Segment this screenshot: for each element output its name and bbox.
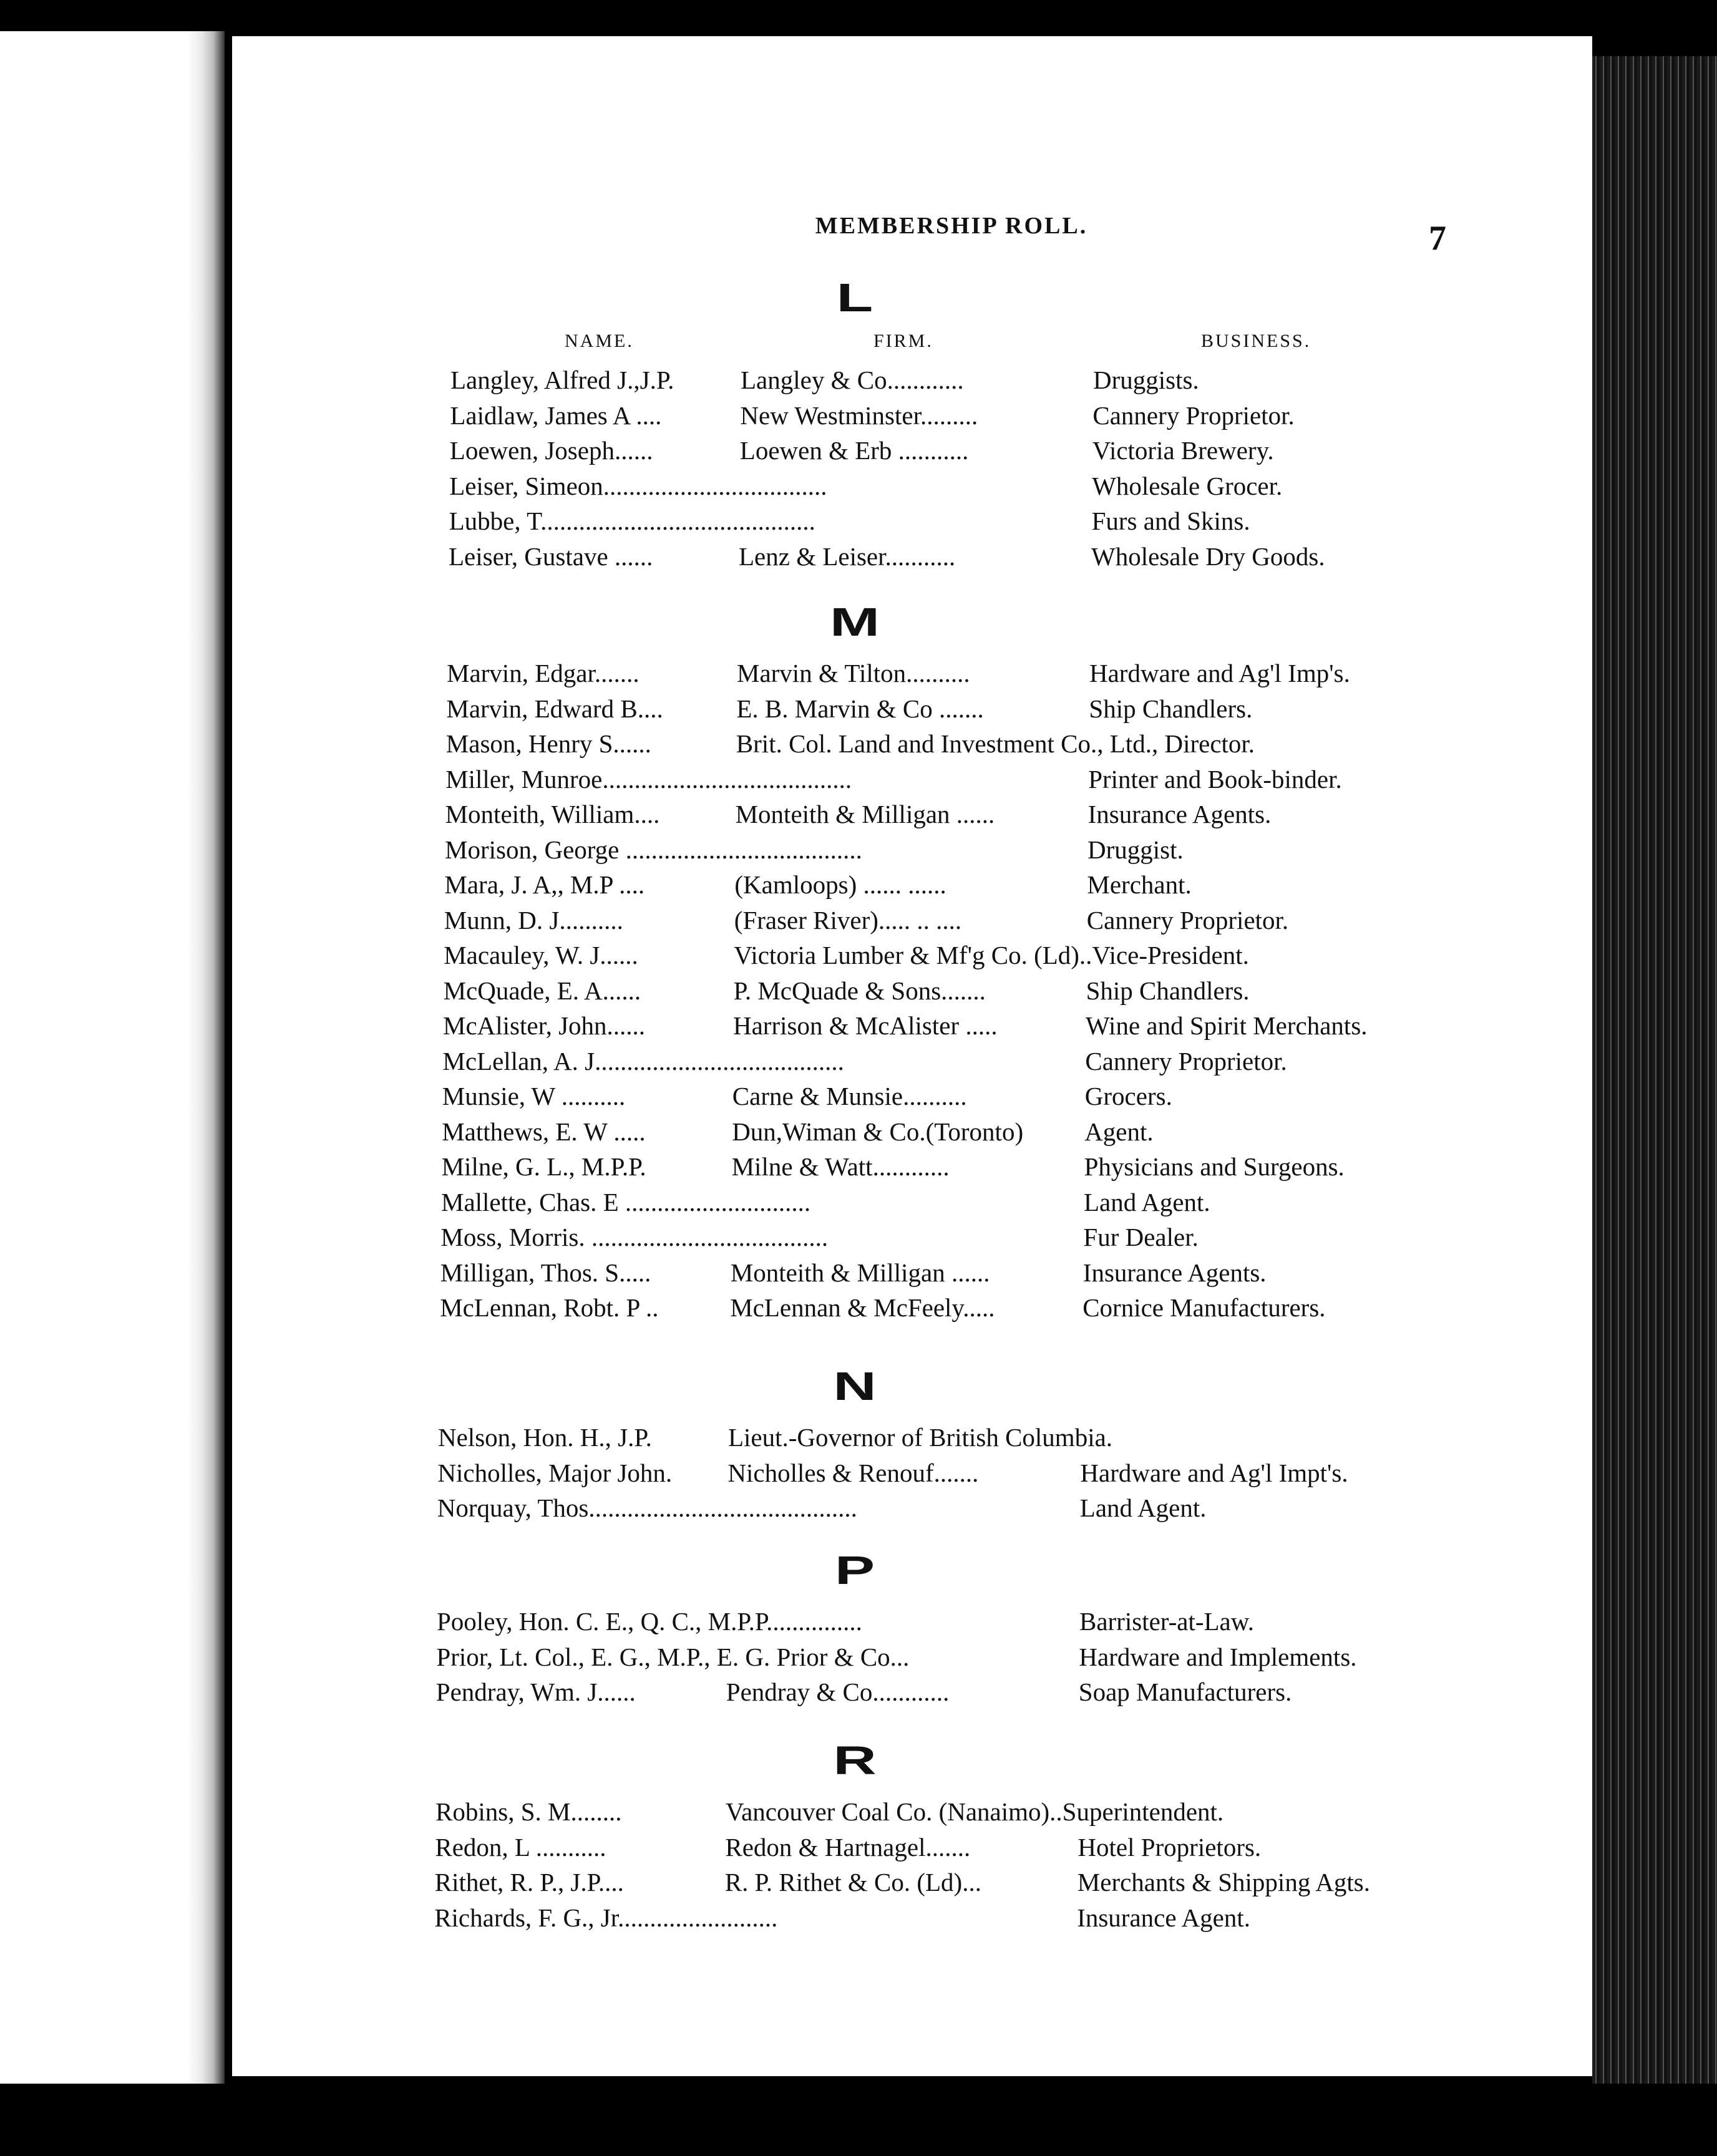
member-name: Moss, Morris. ..................................... — [440, 1223, 829, 1251]
member-business: Wholesale Dry Goods. — [1091, 541, 1325, 571]
column-header-name: NAME. — [565, 331, 634, 351]
member-name: Nicholles, Major John. — [437, 1458, 673, 1487]
member-firm: Redon & Hartnagel....... — [725, 1832, 971, 1862]
section-letter: R — [833, 1738, 877, 1783]
member-business: Agent. — [1084, 1117, 1154, 1146]
member-business: Hardware and Ag'l Impt's. — [1080, 1458, 1348, 1487]
member-firm: Lieut.-Governor of British Columbia. — [728, 1423, 1113, 1452]
member-name: Pooley, Hon. C. E., Q. C., M.P.P............... — [437, 1607, 862, 1636]
member-name: Munn, D. J.......... — [444, 905, 623, 935]
table-row — [0, 1081, 1717, 1114]
member-firm: Brit. Col. Land and Investment Co., Ltd., Director. — [736, 729, 1255, 758]
member-name: Loewen, Joseph...... — [449, 436, 653, 465]
member-name: Morison, George ..................................... — [445, 835, 862, 864]
member-firm: Loewen & Erb ........... — [739, 436, 969, 465]
table-row — [0, 1187, 1717, 1220]
member-business: Merchants & Shipping Agts. — [1077, 1868, 1371, 1896]
table-row — [0, 1493, 1717, 1525]
table-row — [0, 541, 1717, 574]
table-row — [0, 1797, 1717, 1829]
member-name: Matthews, E. W ..... — [442, 1117, 646, 1146]
member-business: Wholesale Grocer. — [1092, 471, 1283, 500]
member-firm: Carne & Munsie.......... — [732, 1082, 967, 1110]
table-row — [0, 976, 1717, 1008]
table-row — [0, 1046, 1717, 1079]
member-business: Cannery Proprietor. — [1085, 1046, 1287, 1076]
member-name: McQuade, E. A...... — [443, 976, 641, 1005]
table-row — [0, 799, 1717, 832]
member-business: Cannery Proprietor. — [1092, 401, 1295, 430]
table-row — [0, 694, 1717, 726]
running-head: MEMBERSHIP ROLL. — [815, 213, 1088, 239]
member-name: Marvin, Edgar....... — [447, 659, 640, 687]
column-header-business: BUSINESS. — [1201, 331, 1311, 351]
table-row — [0, 1867, 1717, 1900]
member-firm: Marvin & Tilton.......... — [737, 659, 970, 687]
member-firm: Dun,Wiman & Co.(Toronto) — [732, 1117, 1024, 1146]
table-row — [0, 1222, 1717, 1255]
member-firm: (Fraser River)..... .. .... — [734, 905, 962, 935]
member-name: Milne, G. L., M.P.P. — [441, 1152, 646, 1181]
member-name: Munsie, W .......... — [442, 1082, 626, 1110]
member-business: Insurance Agents. — [1082, 1258, 1267, 1287]
table-row — [0, 1677, 1717, 1709]
member-firm: Milne & Watt............ — [731, 1152, 950, 1181]
member-firm: Victoria Lumber & Mf'g Co. (Ld)..Vice-President. — [734, 941, 1249, 969]
member-business: Soap Manufacturers. — [1078, 1678, 1292, 1706]
table-row — [0, 835, 1717, 867]
member-business: Victoria Brewery. — [1092, 436, 1274, 465]
member-firm: Nicholles & Renouf....... — [727, 1458, 979, 1487]
member-business: Druggist. — [1087, 835, 1184, 864]
member-name: Prior, Lt. Col., E. G., M.P., E. G. Prior & Co... — [436, 1642, 910, 1671]
member-firm: P. McQuade & Sons....... — [733, 976, 986, 1005]
member-business: Fur Dealer. — [1083, 1223, 1199, 1251]
member-name: Leiser, Gustave ...... — [449, 541, 653, 571]
table-row — [0, 1152, 1717, 1184]
member-name: Lubbe, T........................................... — [449, 507, 815, 535]
member-name: Miller, Munroe....................................... — [445, 764, 852, 794]
member-name: Marvin, Edward B.... — [446, 694, 663, 723]
section-letter: M — [830, 600, 880, 644]
member-business: Ship Chandlers. — [1089, 694, 1253, 723]
member-name: Langley, Alfred J.,J.P. — [450, 366, 674, 394]
member-business: Wine and Spirit Merchants. — [1086, 1011, 1368, 1040]
member-business: Printer and Book-binder. — [1088, 764, 1342, 794]
table-row — [0, 1832, 1717, 1865]
member-business: Cannery Proprietor. — [1086, 905, 1289, 935]
member-name: Mallette, Chas. E ............................. — [441, 1187, 811, 1216]
table-row — [0, 905, 1717, 938]
table-row — [0, 1606, 1717, 1639]
section-letter: N — [833, 1364, 877, 1409]
member-business: Grocers. — [1084, 1082, 1172, 1110]
table-row — [0, 1011, 1717, 1043]
member-business: Merchant. — [1087, 870, 1192, 899]
table-row — [0, 365, 1717, 397]
section-letter: L — [836, 275, 873, 320]
member-business: Insurance Agents. — [1087, 800, 1272, 828]
member-firm: E. B. Marvin & Co ....... — [736, 694, 984, 723]
table-row — [0, 401, 1717, 433]
table-row — [0, 471, 1717, 503]
member-business: Druggists. — [1093, 366, 1199, 394]
member-name: Laidlaw, James A .... — [450, 401, 662, 430]
member-business: Land Agent. — [1084, 1187, 1210, 1216]
page-number: 7 — [1429, 219, 1446, 258]
table-row — [0, 870, 1717, 902]
member-firm: R. P. Rithet & Co. (Ld)... — [724, 1868, 981, 1896]
member-firm: Pendray & Co............ — [726, 1678, 950, 1706]
member-firm: New Westminster......... — [740, 401, 978, 430]
table-row — [0, 1642, 1717, 1674]
table-row — [0, 729, 1717, 761]
member-business: Furs and Skins. — [1091, 507, 1250, 535]
member-name: Mara, J. A,, M.P .... — [444, 870, 645, 899]
member-firm: Langley & Co............ — [741, 366, 964, 394]
member-business: Hardware and Implements. — [1079, 1642, 1357, 1671]
member-business: Hardware and Ag'l Imp's. — [1089, 659, 1350, 687]
member-name: McLennan, Robt. P .. — [440, 1293, 659, 1322]
member-business: Cornice Manufacturers. — [1082, 1293, 1326, 1322]
member-business: Hotel Proprietors. — [1077, 1832, 1262, 1862]
member-firm: Lenz & Leiser........... — [739, 541, 956, 571]
column-header-firm: FIRM. — [873, 331, 933, 351]
member-name: McAlister, John...... — [443, 1011, 646, 1040]
table-row — [0, 506, 1717, 538]
member-name: Pendray, Wm. J...... — [435, 1678, 636, 1706]
member-name: Robins, S. M........ — [435, 1797, 622, 1826]
member-business: Land Agent. — [1079, 1493, 1207, 1522]
member-name: Richards, F. G., Jr......................... — [434, 1903, 778, 1932]
member-name: Leiser, Simeon................................... — [449, 471, 827, 500]
table-row — [0, 1293, 1717, 1325]
member-firm: (Kamloops) ...... ...... — [734, 870, 946, 899]
table-row — [0, 940, 1717, 973]
member-name: McLellan, A. J....................................... — [442, 1046, 844, 1076]
member-name: Redon, L ........... — [435, 1832, 606, 1862]
member-business: Ship Chandlers. — [1086, 976, 1250, 1005]
table-row — [0, 764, 1717, 797]
table-row — [0, 1903, 1717, 1935]
member-firm: Monteith & Milligan ...... — [730, 1258, 990, 1287]
table-row — [0, 658, 1717, 691]
member-name: Nelson, Hon. H., J.P. — [438, 1423, 652, 1452]
member-name: Macauley, W. J...... — [444, 941, 638, 969]
member-business: Physicians and Surgeons. — [1084, 1152, 1345, 1181]
table-row — [0, 1422, 1717, 1455]
table-row — [0, 435, 1717, 468]
member-name: Monteith, William.... — [445, 800, 660, 828]
table-row — [0, 1117, 1717, 1149]
member-name: Norquay, Thos.......................................... — [437, 1493, 857, 1522]
member-name: Rithet, R. P., J.P.... — [434, 1868, 624, 1896]
member-firm: McLennan & McFeely..... — [730, 1293, 995, 1322]
member-firm: Harrison & McAlister ..... — [733, 1011, 998, 1040]
section-letter: P — [834, 1548, 875, 1593]
member-business: Barrister-at-Law. — [1079, 1607, 1254, 1636]
member-name: Milligan, Thos. S..... — [440, 1258, 651, 1287]
table-row — [0, 1458, 1717, 1490]
member-firm: Vancouver Coal Co. (Nanaimo)..Superintendent. — [726, 1797, 1224, 1826]
member-name: Mason, Henry S...... — [445, 729, 651, 758]
member-firm: Monteith & Milligan ...... — [735, 800, 995, 828]
table-row — [0, 1258, 1717, 1290]
member-business: Insurance Agent. — [1077, 1903, 1250, 1932]
